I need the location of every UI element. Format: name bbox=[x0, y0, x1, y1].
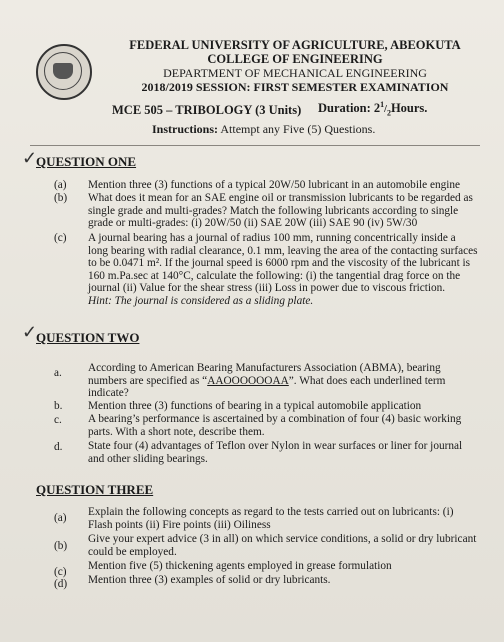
q3b-line: could be employed. bbox=[88, 545, 177, 558]
question-three-title: QUESTION THREE bbox=[36, 482, 154, 497]
q3b-label: (b) bbox=[54, 540, 68, 552]
q1b-text bbox=[88, 192, 473, 230]
instructions-text: Attempt any Five (5) Questions. bbox=[220, 122, 376, 136]
university-name: FEDERAL UNIVERSITY OF AGRICULTURE, ABEOKUTA bbox=[129, 38, 461, 52]
q1c-label: (c) bbox=[54, 232, 67, 244]
q3a-label: (a) bbox=[54, 512, 67, 524]
q2b-label: b. bbox=[54, 400, 63, 412]
university-crest-logo bbox=[36, 44, 92, 100]
q1c-line: to be 0.0471 m². If the journal speed is 6000 rpm and the viscosity of the lubricant is bbox=[88, 257, 471, 270]
q3d-label: (d) bbox=[54, 578, 68, 590]
question-one-title: QUESTION ONE bbox=[36, 154, 137, 169]
q3d-text bbox=[88, 574, 331, 587]
q3c-text bbox=[88, 560, 392, 573]
checkmark-icon: ✓ bbox=[22, 322, 38, 342]
q3d-line: Mention three (3) examples of solid or dry lubricants. bbox=[88, 574, 331, 586]
instructions-label: Instructions: bbox=[152, 122, 219, 136]
q3b-text bbox=[88, 533, 476, 558]
q1a-line: Mention three (3) functions of a typical 20W/50 lubricant in an automobile engine bbox=[88, 179, 461, 191]
q1c-line: A journal bearing has a journal of radius 100 mm, running concentrically inside a bbox=[88, 232, 456, 244]
duration-whole: 2 bbox=[373, 101, 381, 116]
instructions bbox=[152, 122, 375, 137]
course-title: MCE 505 – TRIBOLOGY (3 Units) bbox=[112, 103, 302, 117]
duration-frac-den: 2 bbox=[386, 108, 391, 118]
q3a-line: Flash points (ii) Fire points (iii) Oiliness bbox=[88, 518, 271, 531]
q2b-line: Mention three (3) functions of bearing in a typical automobile application bbox=[88, 400, 422, 412]
duration-frac-num: 1 bbox=[380, 100, 385, 109]
q1a-text bbox=[88, 179, 460, 192]
q1c-line: long bearing with radial clearance, 0.1 mm, leaving the area of the contacting surfaces bbox=[88, 244, 478, 257]
q1b-line: grade or multi-grades: (i) 20W/50 (ii) SAE 20W (iii) SAE 90 (iv) 5W/30 bbox=[88, 217, 418, 230]
q2c-line: A bearing’s performance is ascertained by a combination of four (4) basic working bbox=[88, 413, 462, 425]
q2a-text bbox=[88, 362, 445, 400]
q1b-label: (b) bbox=[54, 192, 68, 204]
q3c-line: Mention five (5) thickening agents employed in grease formulation bbox=[88, 560, 392, 572]
department-name: DEPARTMENT OF MECHANICAL ENGINEERING bbox=[163, 66, 427, 80]
q1b-line: What does it mean for an SAE engine oil or transmission lubricants to be regarded as bbox=[88, 192, 473, 204]
q2a-line: According to American Bearing Manufacturers Association (ABMA), bearing bbox=[88, 362, 441, 374]
q2c-line: parts. With a short note, describe them. bbox=[88, 425, 265, 438]
q3b-line: Give your expert advice (3 in all) on which service conditions, a solid or dry lubricant bbox=[88, 533, 477, 545]
q3c-label: (c) bbox=[54, 566, 67, 578]
q2d-text bbox=[88, 440, 462, 465]
q1b-line: single grade and multi-grades? Match the following lubricants according to single bbox=[88, 204, 459, 217]
q1c-line: 160 m.Pa.sec at 140°C, calculate the following: (i) the tangential drag force on the bbox=[88, 269, 461, 282]
q1c-hint: Hint: The journal is considered as a sliding plate. bbox=[88, 294, 314, 307]
q1c-text bbox=[88, 232, 478, 308]
q2b-text bbox=[88, 400, 421, 413]
duration-label: Duration: bbox=[318, 101, 371, 116]
q2a-label: a. bbox=[54, 367, 62, 379]
session-title: 2018/2019 SESSION: FIRST SEMESTER EXAMINATION bbox=[141, 80, 449, 94]
q2c-text bbox=[88, 413, 461, 438]
q2c-label: c. bbox=[54, 414, 62, 426]
q2a-line-post: ”. What does each underlined term bbox=[288, 374, 446, 387]
checkmark-icon: ✓ bbox=[22, 148, 38, 168]
q3a-line: Explain the following concepts as regard to the tests carried out on lubricants: (i) bbox=[88, 506, 454, 518]
header-divider bbox=[30, 145, 480, 146]
q2a-line-pre: numbers are specified as “ bbox=[88, 374, 208, 387]
q2a-line: indicate? bbox=[88, 387, 129, 400]
duration: Duration: $2^1/_2Hours$. bbox=[318, 100, 428, 118]
q1a-label: (a) bbox=[54, 179, 67, 191]
question-two-title: QUESTION TWO bbox=[36, 330, 140, 345]
duration-unit: Hours. bbox=[390, 101, 428, 116]
q2d-line: State four (4) advantages of Teflon over Nylon in wear surfaces or liner for journal bbox=[88, 440, 463, 452]
q2d-line: and other sliding bearings. bbox=[88, 452, 208, 465]
bearing-code: AAOOOOOOAA bbox=[207, 374, 289, 387]
q3a-text bbox=[88, 506, 453, 531]
q2a-line bbox=[88, 375, 445, 388]
q1c-line: journal (ii) Value for the shear stress (iii) Loss in power due to viscous friction. bbox=[88, 282, 446, 295]
college-name: COLLEGE OF ENGINEERING bbox=[207, 52, 383, 66]
q2d-label: d. bbox=[54, 441, 63, 453]
